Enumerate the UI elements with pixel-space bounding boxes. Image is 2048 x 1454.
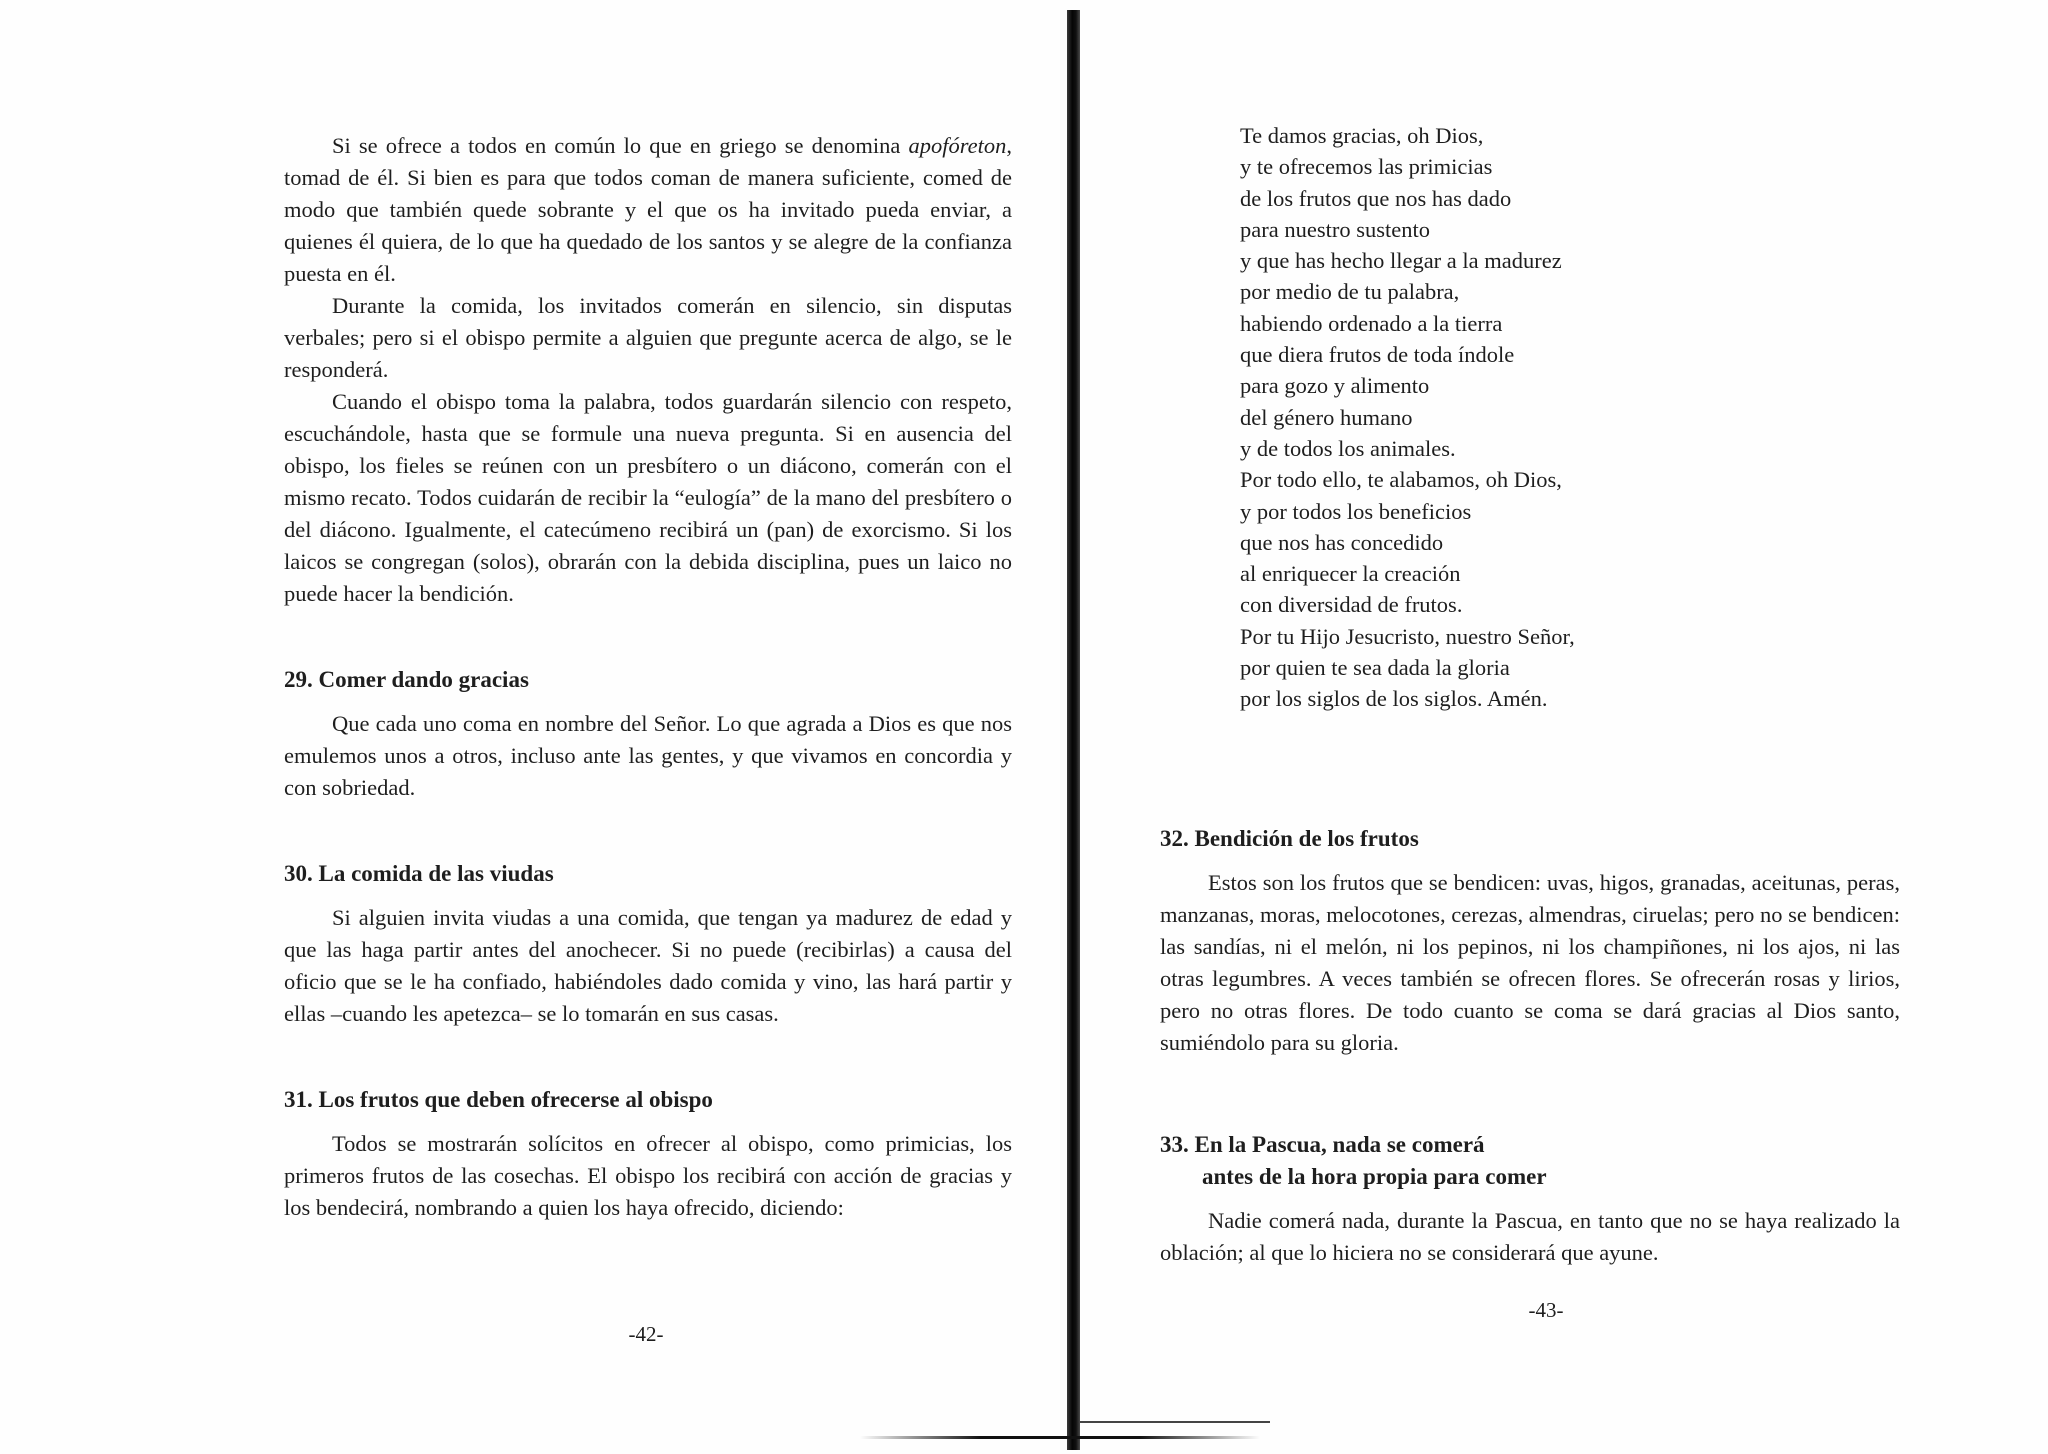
section-30-heading: 30. La comida de las viudas xyxy=(284,861,554,886)
section-33-text: Nadie comerá nada, durante la Pascua, en tanto que no se haya realizado la oblación; al que lo hiciera no se considerará que ayune. xyxy=(1160,1207,1900,1265)
section-33-heading xyxy=(1160,1129,1900,1193)
right-page xyxy=(1160,120,1900,1269)
prayer-line: por los siglos de los siglos. Amén. xyxy=(1240,686,1548,712)
section-30-text: Si alguien invita viudas a una comida, que tengan ya madurez de edad y que las haga partir antes del anochecer. Si no puede (recibirlas) a causa del oficio que se le ha confiado, habiéndoles dado comida y vino, las hará partir y ellas –cuando les apetezca– se lo tomarán en sus casas. xyxy=(284,905,1012,1026)
prayer-of-thanksgiving xyxy=(1240,120,1900,715)
prayer-line: Por todo ello, te alabamos, oh Dios, xyxy=(1240,467,1562,493)
prayer-line: y que has hecho llegar a la madurez xyxy=(1240,248,1562,274)
prayer-line: y de todos los animales. xyxy=(1240,435,1456,461)
left-page xyxy=(284,130,1012,1224)
section-33-heading-line2: antes de la hora propia para comer xyxy=(1202,1163,1547,1189)
section-32-heading: 32. Bendición de los frutos xyxy=(1160,825,1419,851)
paragraph-apoforeton: Si se ofrece a todos en común lo que en griego se denomina apofóreton, tomad de él. Si bien es para que todos coman de manera suficiente, comed de modo que también quede sobrante y el que os ha invitado pueda enviar, a quienes él quiera, de lo que ha quedado de los santos y se alegre de la confianza puesta en él. xyxy=(284,133,1012,286)
prayer-line: Por tu Hijo Jesucristo, nuestro Señor, xyxy=(1240,623,1575,649)
prayer-line: por quien te sea dada la gloria xyxy=(1240,655,1510,681)
paragraph-bishop-speaks: Cuando el obispo toma la palabra, todos guardarán silencio con respeto, escuchándole, hasta que se formule una nueva pregunta. Si en ausencia del obispo, los fieles se reúnen con un presbítero o un diácono, comerán con el mismo recato. Todos cuidarán de recibir la “eulogía” de la mano del presbítero o del diácono. Igualmente, el catecúmeno recibirá un (pan) de exorcismo. Si los laicos se congregan (solos), obrarán con la debida disciplina, pues un laico no puede hacer la bendición. xyxy=(284,389,1012,606)
page-number-right: -43- xyxy=(1528,1298,1564,1322)
prayer-line: y te ofrecemos las primicias xyxy=(1240,154,1493,180)
italic-term: apofóreton xyxy=(908,133,1007,158)
section-32-text: Estos son los frutos que se bendicen: uvas, higos, granadas, aceitunas, peras, manzanas, moras, melocotones, cerezas, almendras, ciruelas; pero no se bendicen: las sandías, ni el melón, ni los pepinos, ni los champiñones, ni los ajos, ni las otras legumbres. A veces también se ofrecen flores. Se ofrecerán rosas y lirios, pero no otras flores. De todo cuanto se coma se dará gracias al Dios santo, sumiéndolo para su gloria. xyxy=(1160,869,1900,1055)
prayer-line: con diversidad de frutos. xyxy=(1240,592,1463,618)
book-gutter xyxy=(1067,10,1080,1450)
prayer-line: para gozo y alimento xyxy=(1240,373,1430,399)
section-31-heading: 31. Los frutos que deben ofrecerse al obispo xyxy=(284,1087,713,1112)
paragraph-silence: Durante la comida, los invitados comerán en silencio, sin disputas verbales; pero si el obispo permite a alguien que pregunte acerca de algo, se le responderá. xyxy=(284,293,1012,382)
section-31-text: Todos se mostrarán solícitos en ofrecer al obispo, como primicias, los primeros frutos de las cosechas. El obispo los recibirá con acción de gracias y los bendecirá, nombrando a quien los haya ofrecido, diciendo: xyxy=(284,1131,1012,1220)
prayer-line: que nos has concedido xyxy=(1240,529,1444,555)
prayer-line: para nuestro sustento xyxy=(1240,216,1430,242)
prayer-line: de los frutos que nos has dado xyxy=(1240,185,1512,211)
gutter-shadow-line xyxy=(1080,1421,1270,1423)
prayer-line: habiendo ordenado a la tierra xyxy=(1240,310,1503,336)
prayer-line: por medio de tu palabra, xyxy=(1240,279,1460,305)
section-29-text: Que cada uno coma en nombre del Señor. Lo que agrada a Dios es que nos emulemos unos a otros, incluso ante las gentes, y que vivamos en concordia y con sobriedad. xyxy=(284,711,1012,800)
section-33-heading-line1: 33. En la Pascua, nada se comerá xyxy=(1160,1131,1485,1157)
prayer-line: y por todos los beneficios xyxy=(1240,498,1472,524)
prayer-line: del género humano xyxy=(1240,404,1413,430)
page-number-left: -42- xyxy=(628,1322,664,1346)
prayer-line: al enriquecer la creación xyxy=(1240,561,1461,587)
prayer-line: Te damos gracias, oh Dios, xyxy=(1240,123,1484,148)
gutter-shadow xyxy=(860,1436,1260,1439)
section-29-heading: 29. Comer dando gracias xyxy=(284,667,529,692)
prayer-line: que diera frutos de toda índole xyxy=(1240,342,1515,368)
